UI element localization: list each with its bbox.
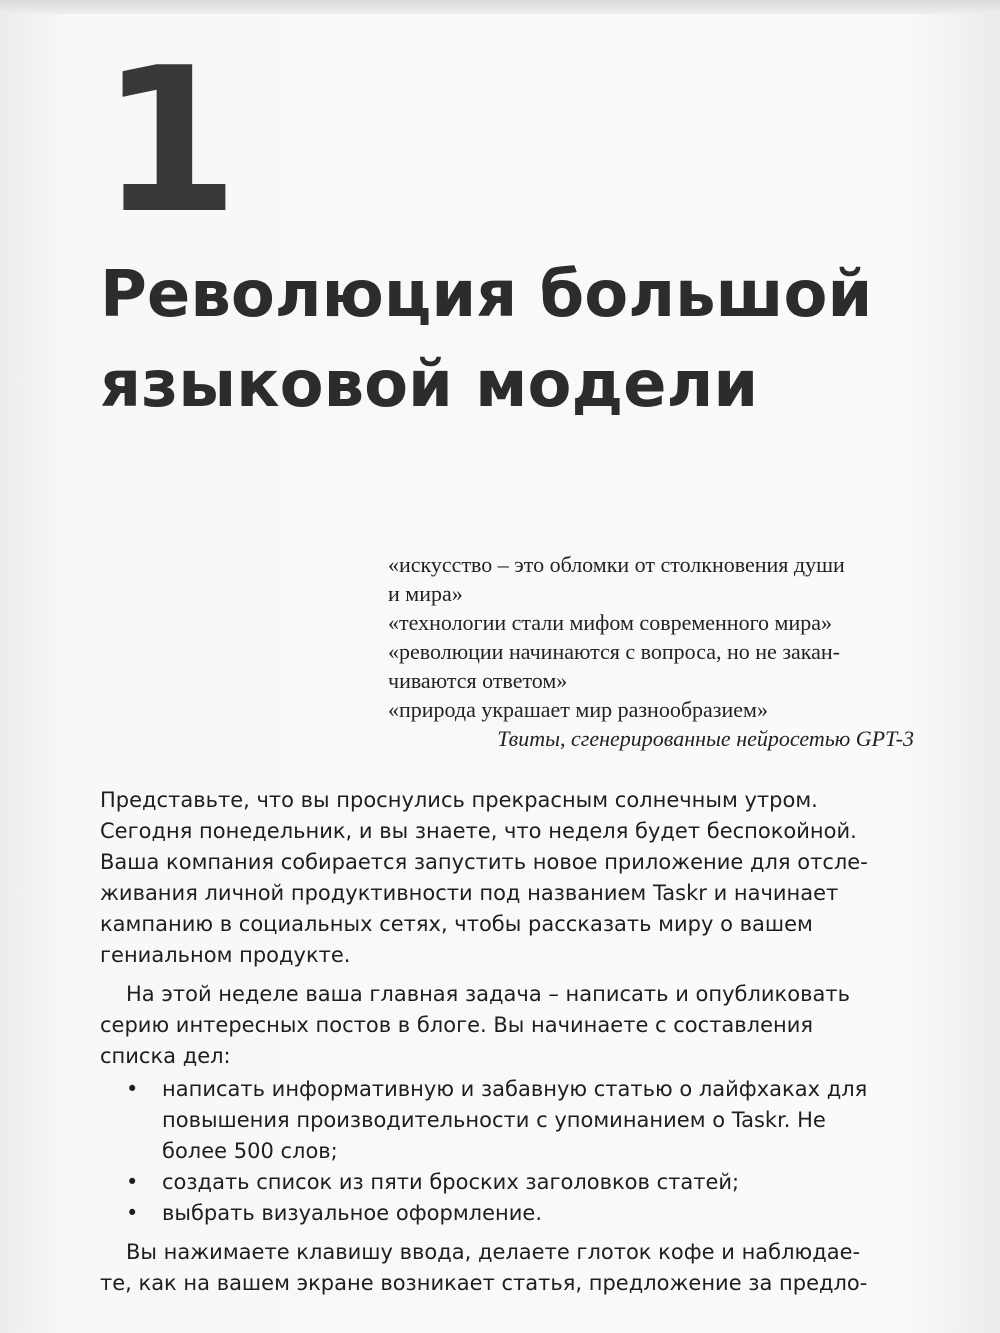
- epigraph-line: чиваются ответом»: [388, 668, 568, 693]
- list-item: [100, 1074, 920, 1167]
- epigraph-line: «природа украшает мир разнообразием»: [388, 697, 768, 722]
- epigraph-quote: [388, 637, 928, 695]
- chapter-number: 1: [100, 25, 236, 258]
- bullet-icon: •: [126, 1201, 139, 1225]
- text-line: гениальном продукте.: [100, 943, 351, 967]
- text-line: Сегодня понедельник, и вы знаете, что неделя будет беспокойной.: [100, 819, 857, 843]
- epigraph-line: «революции начинаются с вопроса, но не закан-: [388, 639, 840, 664]
- text-line: написать информативную и забавную статью о лайфхаках для: [162, 1077, 868, 1101]
- text-line: выбрать визуальное оформление.: [162, 1201, 542, 1225]
- page-top-edge: [0, 0, 1000, 14]
- text-line: кампанию в социальных сетях, чтобы рассказать миру о вашем: [100, 912, 813, 936]
- text-line: Ваша компания собирается запустить новое приложение для отсле-: [100, 850, 868, 874]
- epigraph-quote: [388, 550, 928, 608]
- epigraph-line: и мира»: [388, 581, 463, 606]
- bullet-icon: •: [126, 1170, 139, 1194]
- text-line: Вы нажимаете клавишу ввода, делаете глоток кофе и наблюдае-: [126, 1240, 861, 1264]
- text-line: создать список из пяти броских заголовков статей;: [162, 1170, 740, 1194]
- body-text: [100, 785, 920, 1299]
- bullet-icon: •: [126, 1077, 139, 1101]
- epigraph-quote: [388, 608, 928, 637]
- chapter-title-line: языковой модели: [100, 348, 759, 422]
- text-line: более 500 слов;: [162, 1139, 338, 1163]
- text-line: живания личной продуктивности под названием Taskr и начинает: [100, 881, 839, 905]
- list-item: [100, 1167, 920, 1198]
- list-item: [100, 1198, 920, 1229]
- epigraph: [388, 550, 928, 753]
- paragraph: [100, 1237, 920, 1299]
- text-line: Представьте, что вы проснулись прекрасным солнечным утром.: [100, 788, 818, 812]
- text-line: На этой неделе ваша главная задача – написать и опубликовать: [126, 982, 850, 1006]
- text-line: серию интересных постов в блоге. Вы начинаете с составления: [100, 1013, 814, 1037]
- text-line: те, как на вашем экране возникает статья, предложение за предло-: [100, 1271, 868, 1295]
- epigraph-quote: [388, 695, 928, 724]
- todo-list: [100, 1074, 920, 1229]
- paragraph: [100, 785, 920, 971]
- epigraph-line: «технологии стали мифом современного мира»: [388, 610, 833, 635]
- chapter-title: [100, 250, 960, 430]
- text-line: списка дел:: [100, 1044, 231, 1068]
- text-line: повышения производительности с упоминанием о Taskr. Не: [162, 1108, 826, 1132]
- chapter-title-line: Революция большой: [100, 258, 873, 332]
- epigraph-attribution: Твиты, сгенерированные нейросетью GPT-3: [497, 726, 914, 751]
- paragraph: [100, 979, 920, 1072]
- epigraph-line: «искусство – это обломки от столкновения души: [388, 552, 845, 577]
